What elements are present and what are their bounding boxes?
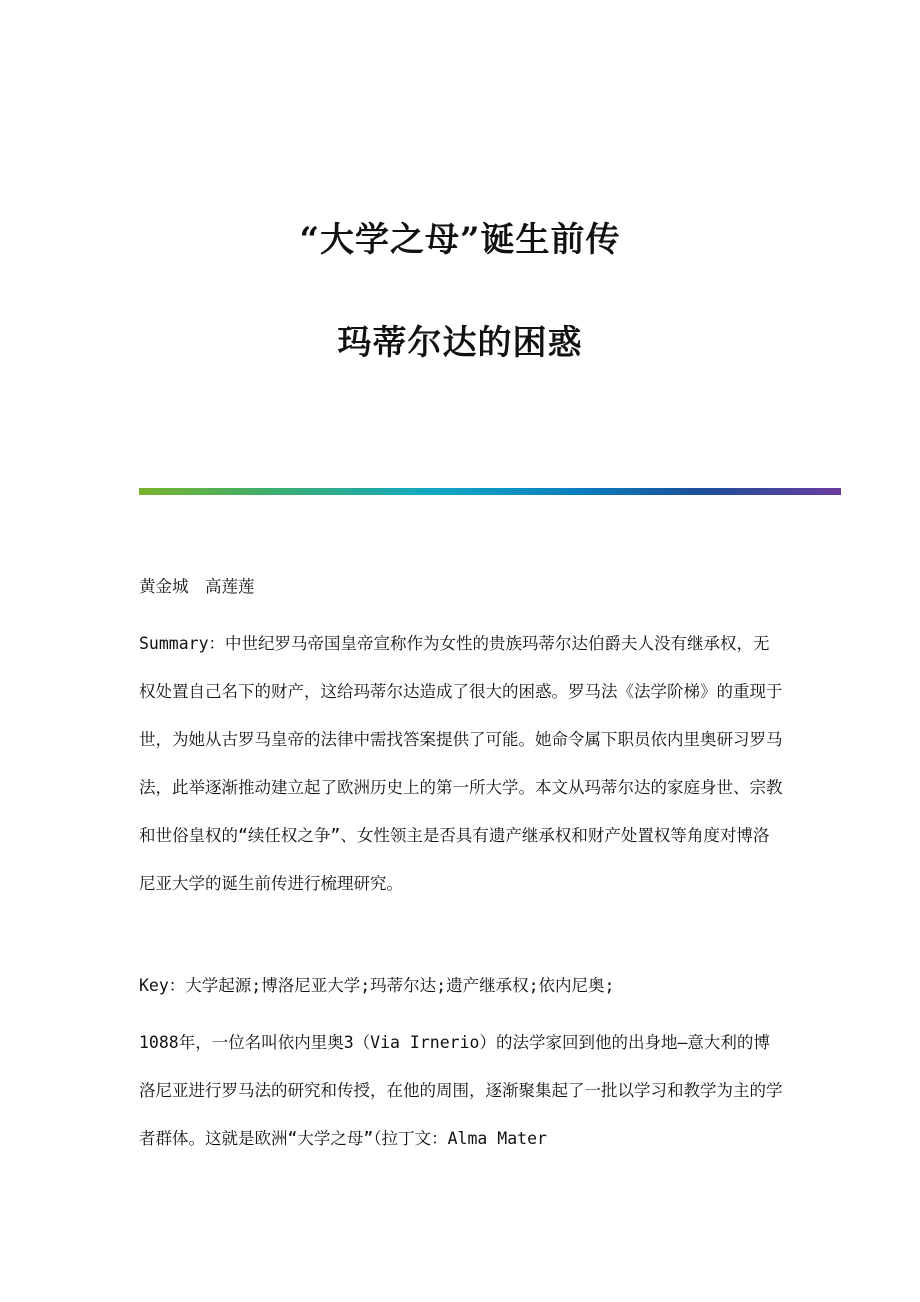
body-paragraph: 1088年，一位名叫依内里奥3（Via Irnerio）的法学家回到他的出身地—意大利的博洛尼亚进行罗马法的研究和传授，在他的周围，逐渐聚集起了一批以学习和教学为主的学者群体。这就是欧洲“大学之母”（拉丁文：Alma Mater [139,1033,783,1148]
document-subtitle: 玛蒂尔达的困惑 [337,323,583,363]
document-title: “大学之母”诞生前传 [299,220,621,260]
gradient-divider [139,488,841,495]
keywords-line: Key：大学起源;博洛尼亚大学;玛蒂尔达;遗产继承权;依内尼奥; [139,976,615,995]
author-line: 黄金城 高莲莲 [139,577,255,596]
summary-paragraph: Summary：中世纪罗马帝国皇帝宣称作为女性的贵族玛蒂尔达伯爵夫人没有继承权，无权处置自己名下的财产，这给玛蒂尔达造成了很大的困惑。罗马法《法学阶梯》的重现于世，为她从古罗马皇帝的法律中需找答案提供了可能。她命令属下职员依内里奥研习罗马法，此举逐渐推动建立起了欧洲历史上的第一所大学。本文从玛蒂尔达的家庭身世、宗教和世俗皇权的“续任权之争”、女性领主是否具有遗产继承权和财产处置权等角度对博洛尼亚大学的诞生前传进行梳理研究。 [139,634,783,893]
